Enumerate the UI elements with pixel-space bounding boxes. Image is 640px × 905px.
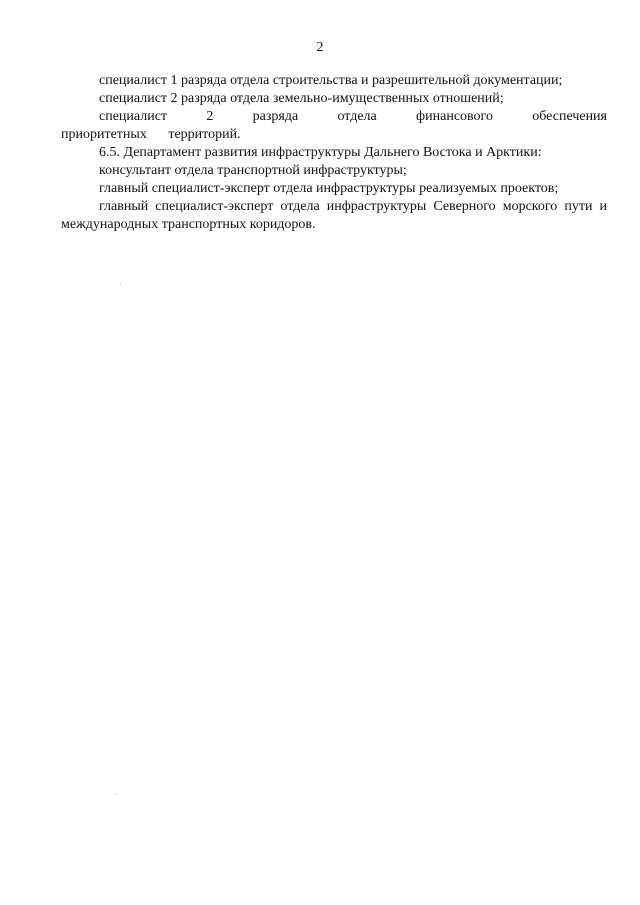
paragraph-chief-specialist-northern-route: главный специалист-эксперт отдела инфраструктуры Северного морского пути и международных транспортных коридоров.	[61, 199, 607, 232]
paragraph-consultant-transport: консультант отдела транспортной инфраструктуры;	[99, 163, 407, 178]
scan-speck	[116, 794, 117, 795]
paragraph-chief-specialist-projects: главный специалист-эксперт отдела инфраструктуры реализуемых проектов;	[99, 181, 559, 196]
paragraph-specialist-finance-territories	[61, 108, 607, 144]
paragraph-specialist-land-property: специалист 2 разряда отдела земельно-имущественных отношений;	[99, 91, 504, 106]
paragraph-specialist-construction: специалист 1 разряда отдела строительства и разрешительной документации;	[99, 73, 563, 88]
page-number: 2	[316, 40, 324, 55]
scan-speck	[120, 283, 121, 284]
paragraph-text: специалист 2 разряда отдела финансового обеспечения приоритетных территорий.	[61, 109, 607, 142]
document-body	[61, 72, 607, 234]
paragraph-department-heading: 6.5. Департамент развития инфраструктуры Дальнего Востока и Арктики:	[99, 145, 542, 160]
